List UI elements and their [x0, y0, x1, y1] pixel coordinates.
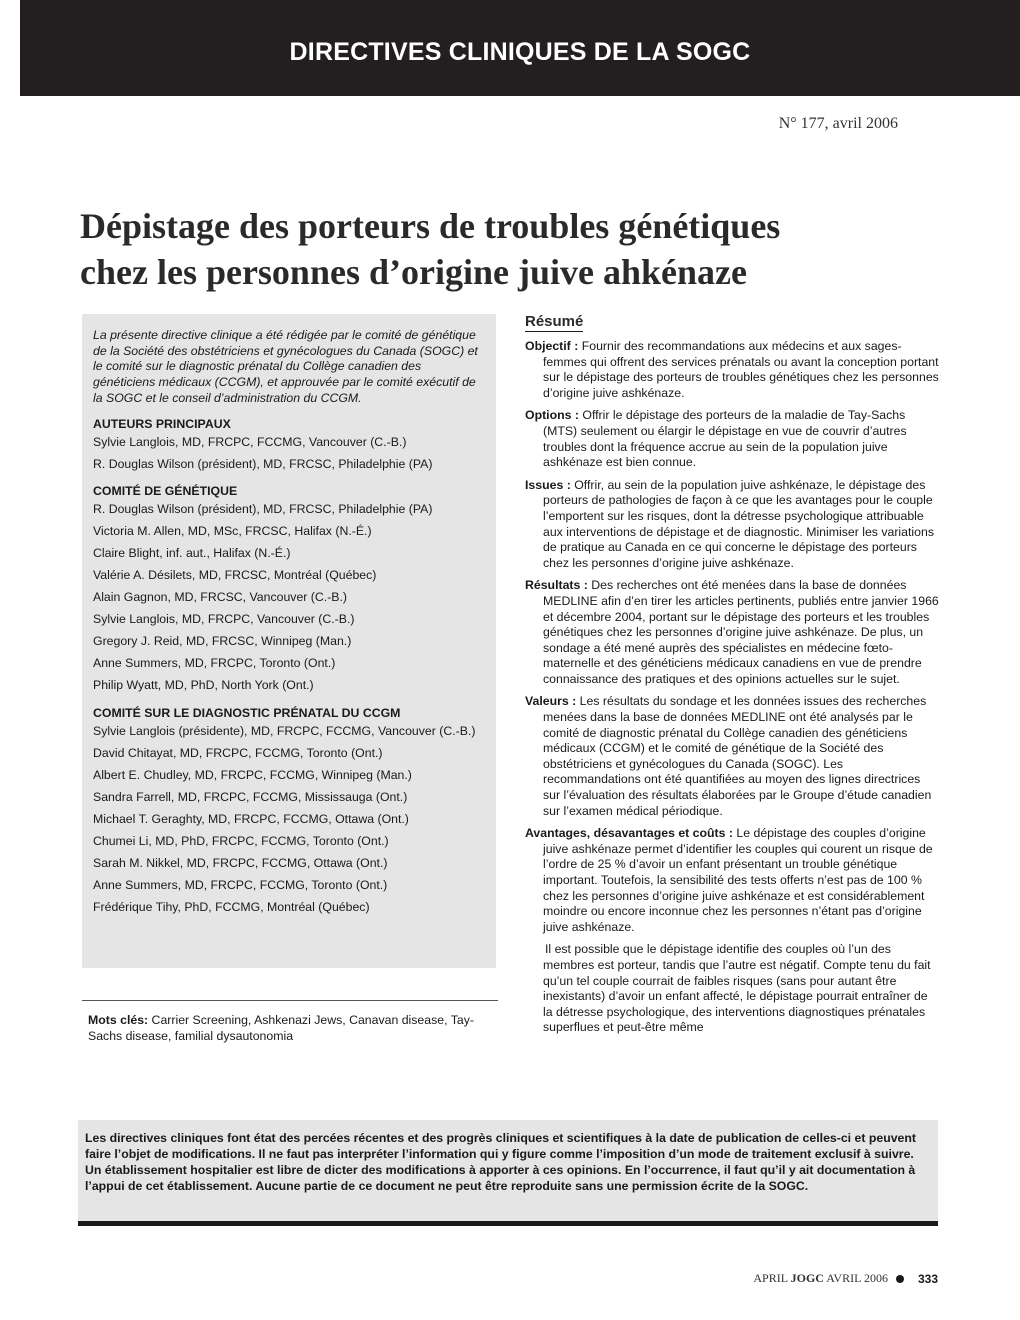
- footer-post: AVRIL 2006: [823, 1271, 888, 1285]
- committee-member: Philip Wyatt, MD, PhD, North York (Ont.): [93, 678, 314, 693]
- authors-intro: La présente directive clinique a été rédigée par le comité de génétique de la Société des obstétriciens et gynécologues du Canada (SOGC) et le comité sur le diagnostic prénatal du Collège canadien des généticiens médicaux (CCGM), et approuvée par le comité exécutif de la SOGC et le conseil d’administration du CCGM.: [93, 328, 478, 405]
- abstract-results: [525, 578, 939, 687]
- abstract-column: [525, 313, 939, 1036]
- committee-member: David Chitayat, MD, FRCPC, FCCMG, Toronto (Ont.): [93, 745, 383, 760]
- abstract-label: Objectif :: [525, 339, 579, 353]
- title-line-2: chez les personnes d’origine juive ahkénaze: [80, 252, 747, 292]
- abstract-label: Issues :: [525, 477, 571, 492]
- committee-member: Anne Summers, MD, FRCPC, Toronto (Ont.): [93, 656, 336, 671]
- section-heading-genetics-committee: COMITÉ DE GÉNÉTIQUE: [93, 483, 238, 498]
- abstract-text: Le dépistage des couples d’origine juive ashkénaze permet d’identifier les couples qui courent un risque de l’ordre de 25 % d’avoir un enfant présentant un trouble génétique important. Toutefois, la sensibilité des tests offerts n’est pas de 100 % chez les personnes d’origine juive ashkénaze et est considérablement moindre ou encore inconnue chez les personnes n’étant pas d’origine juive ashkénaze.: [543, 826, 933, 934]
- abstract-text: Des recherches ont été menées dans la base de données MEDLINE afin d’en tirer les articles pertinents, publiés entre janvier 1966 et décembre 2004, portant sur le dépistage des porteurs et les troubles génétiques chez les personnes d’origine juive ashkénaze. De plus, un sondage a été mené auprès des spécialistes en médecine fœto-maternelle et des généticiens médicaux canadiens en vue de prendre connaissance des pratiques et des opinions actuelles sur le sujet.: [543, 578, 939, 686]
- committee-member: Gregory J. Reid, MD, FRCSC, Winnipeg (Man.): [93, 634, 352, 649]
- committee-member: Victoria M. Allen, MD, MSc, FRCSC, Halifax (N.-É.): [93, 523, 372, 538]
- committee-member: Michael T. Geraghty, MD, FRCPC, FCCMG, Ottawa (Ont.): [93, 811, 409, 826]
- committee-member: Sylvie Langlois, MD, FRCPC, Vancouver (C.-B.): [93, 612, 355, 627]
- section-heading-prenatal-committee: COMITÉ SUR LE DIAGNOSTIC PRÉNATAL DU CCGM: [93, 705, 401, 720]
- committee-member: Albert E. Chudley, MD, FRCPC, FCCMG, Winnipeg (Man.): [93, 767, 412, 782]
- keywords-text: Carrier Screening, Ashkenazi Jews, Canavan disease, Tay-Sachs disease, familial dysautonomia: [88, 1013, 474, 1043]
- abstract-values: [525, 694, 939, 819]
- footer-journal-name: JOGC: [790, 1271, 824, 1285]
- abstract-outcomes: [525, 478, 939, 572]
- committee-member: Sandra Farrell, MD, FRCPC, FCCMG, Mississauga (Ont.): [93, 789, 408, 804]
- footer-journal: [753, 1271, 888, 1286]
- authors-box: [82, 314, 496, 968]
- author-entry: R. Douglas Wilson (président), MD, FRCSC, Philadelphie (PA): [93, 456, 433, 471]
- committee-member: Sylvie Langlois (présidente), MD, FRCPC, FCCMG, Vancouver (C.-B.): [93, 723, 476, 738]
- abstract-options: [525, 408, 939, 470]
- committee-member: Chumei Li, MD, PhD, FRCPC, FCCMG, Toronto (Ont.): [93, 834, 389, 849]
- abstract-continuation: Il est possible que le dépistage identifie des couples où l’un des membres est porteur, tandis que l’autre est négatif. Compte tenu du fait qu’un tel couple courrait de faibles risques (sans pour autant être inexistants) d’avoir un enfant affecté, le dépistage pourrait entraîner de la détresse psychologique, des interventions diagnostiques prénatales superflues et peut-être même: [543, 942, 931, 1035]
- footer-pre: APRIL: [753, 1271, 791, 1285]
- keywords-label: Mots clés:: [88, 1013, 149, 1027]
- abstract-text: Offrir, au sein de la population juive ashkénaze, le dépistage des porteurs de pathologies de façon à ce que les avantages pour le couple l’emportent sur les risques, dont la détresse psychologique attribuable aux interventions de dépistage et de diagnostic. Minimiser les variations de pratique au Canada en ce qui concerne le dépistage des porteurs chez les personnes d’origine juive ashkénaze.: [543, 477, 934, 570]
- header-title: DIRECTIVES CLINIQUES DE LA SOGC: [289, 38, 751, 66]
- disclaimer-text: Les directives cliniques font état des percées récentes et des progrès cliniques et scientifiques à la date de publication de celles-ci et peuvent faire l’objet de modifications. Il ne faut pas interpréter l’information qui y figure comme l’imposition d’un mode de traitement exclusif à suivre. Un établissement hospitalier est libre de dicter des modifications à apporter à ces opinions. En l’occurrence, il faut qu’il y ait documentation à l’appui de cet établissement. Aucune partie de ce document ne peut être reproduite sans une permission écrite de la SOGC.: [85, 1131, 917, 1193]
- disclaimer-box: [78, 1120, 938, 1226]
- abstract-label: Résultats :: [525, 578, 588, 593]
- abstract-text: Fournir des recommandations aux médecins et aux sages-femmes qui offrent des services prénatals ou avant la conception portant sur le dépistage des porteurs de troubles génétiques chez les personnes d’origine juive ashkénaze.: [543, 339, 939, 400]
- document-title: [80, 203, 960, 295]
- page-number: 333: [917, 1271, 938, 1286]
- abstract-label: Valeurs :: [525, 694, 577, 709]
- keywords: [88, 1013, 494, 1044]
- committee-member: Claire Blight, inf. aut., Halifax (N.-É.): [93, 545, 291, 560]
- committee-member: Alain Gagnon, MD, FRCSC, Vancouver (C.-B.): [93, 590, 347, 605]
- abstract-heading: Résumé: [525, 313, 584, 330]
- bullet-dot-icon: [896, 1275, 904, 1283]
- abstract-text: Les résultats du sondage et les données issues des recherches menées dans la base de données MEDLINE ont été analysés par le comité de diagnostic prénatal du Collège canadien des généticiens médicaux (CCGM) et le comité de génétique de la Société des obstétriciens et gynécologues du Canada (SOGC). Les recommandations ont été quantifiées au moyen des lignes directrices sur l’évaluation des résultats élaborées par le Groupe d’étude canadien sur l’examen médical périodique.: [543, 694, 932, 818]
- committee-member: Anne Summers, MD, FRCPC, FCCMG, Toronto (Ont.): [93, 878, 388, 893]
- keywords-divider: [82, 1000, 498, 1001]
- author-entry: Sylvie Langlois, MD, FRCPC, FCCMG, Vancouver (C.-B.): [93, 434, 407, 449]
- abstract-label: Avantages, désavantages et coûts :: [525, 826, 733, 841]
- abstract-benefits-harms-costs: [525, 826, 939, 935]
- abstract-objective: [525, 339, 939, 401]
- committee-member: Frédérique Tihy, PhD, FCCMG, Montréal (Québec): [93, 900, 370, 915]
- committee-member: R. Douglas Wilson (président), MD, FRCSC, Philadelphie (PA): [93, 501, 433, 516]
- page-footer: [753, 1271, 938, 1286]
- committee-member: Sarah M. Nikkel, MD, FRCPC, FCCMG, Ottawa (Ont.): [93, 856, 388, 871]
- committee-member: Valérie A. Désilets, MD, FRCSC, Montréal (Québec): [93, 567, 377, 582]
- section-heading-principal-authors: AUTEURS PRINCIPAUX: [93, 416, 231, 431]
- abstract-text: Offrir le dépistage des porteurs de la maladie de Tay-Sachs (MTS) seulement ou élargir le dépistage en vue de couvrir d’autres troubles dont la fréquence accrue au sein de la population juive ashkénaze est bien connue.: [543, 408, 907, 470]
- issue-number: N° 177, avril 2006: [778, 115, 898, 132]
- abstract-label: Options :: [525, 408, 579, 423]
- title-line-1: Dépistage des porteurs de troubles génétiques: [80, 206, 781, 246]
